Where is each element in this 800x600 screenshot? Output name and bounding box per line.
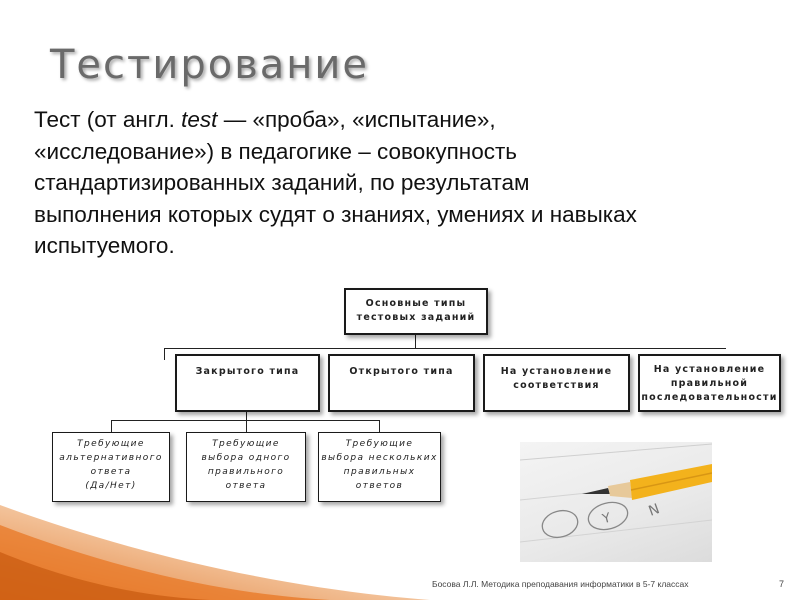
pencil-test-photo xyxy=(520,442,712,562)
page-number: 7 xyxy=(779,579,785,589)
subtype-box-multiple-choice: Требующие выбора нескольких правильных ответов xyxy=(318,432,441,502)
type-box-matching: На установление соответствия xyxy=(483,354,630,412)
connector xyxy=(111,420,379,421)
type-box-ordering: На установление правильной последовательности xyxy=(638,354,781,412)
footer-text: Босова Л.Л. Методика преподавания информатики в 5-7 классах xyxy=(432,579,689,589)
connector xyxy=(415,334,416,348)
connector xyxy=(164,348,165,360)
connector xyxy=(111,420,112,432)
svg-text:N: N xyxy=(646,501,662,520)
subtype-box-single-choice: Требующие выбора одного правильного ответа xyxy=(186,432,306,502)
pencil-icon xyxy=(520,442,712,562)
connector xyxy=(379,420,380,432)
subtype-box-alternative: Требующие альтернативного ответа (Да/Нет) xyxy=(52,432,170,502)
diagram-root-box: Основные типы тестовых заданий xyxy=(344,288,488,335)
slide-title: Тестирование xyxy=(50,42,370,88)
definition-text: Тест (от англ. test — «проба», «испытание», «исследование») в педагогике – совокупность стандартизированных заданий, по результатам выполнения которых судят о знаниях, умениях и навыках испытуемого. xyxy=(34,107,637,258)
svg-text:Y: Y xyxy=(600,510,613,528)
connector xyxy=(246,420,247,432)
connector xyxy=(164,348,726,349)
type-box-open: Открытого типа xyxy=(328,354,475,412)
type-box-closed: Закрытого типа xyxy=(175,354,320,412)
